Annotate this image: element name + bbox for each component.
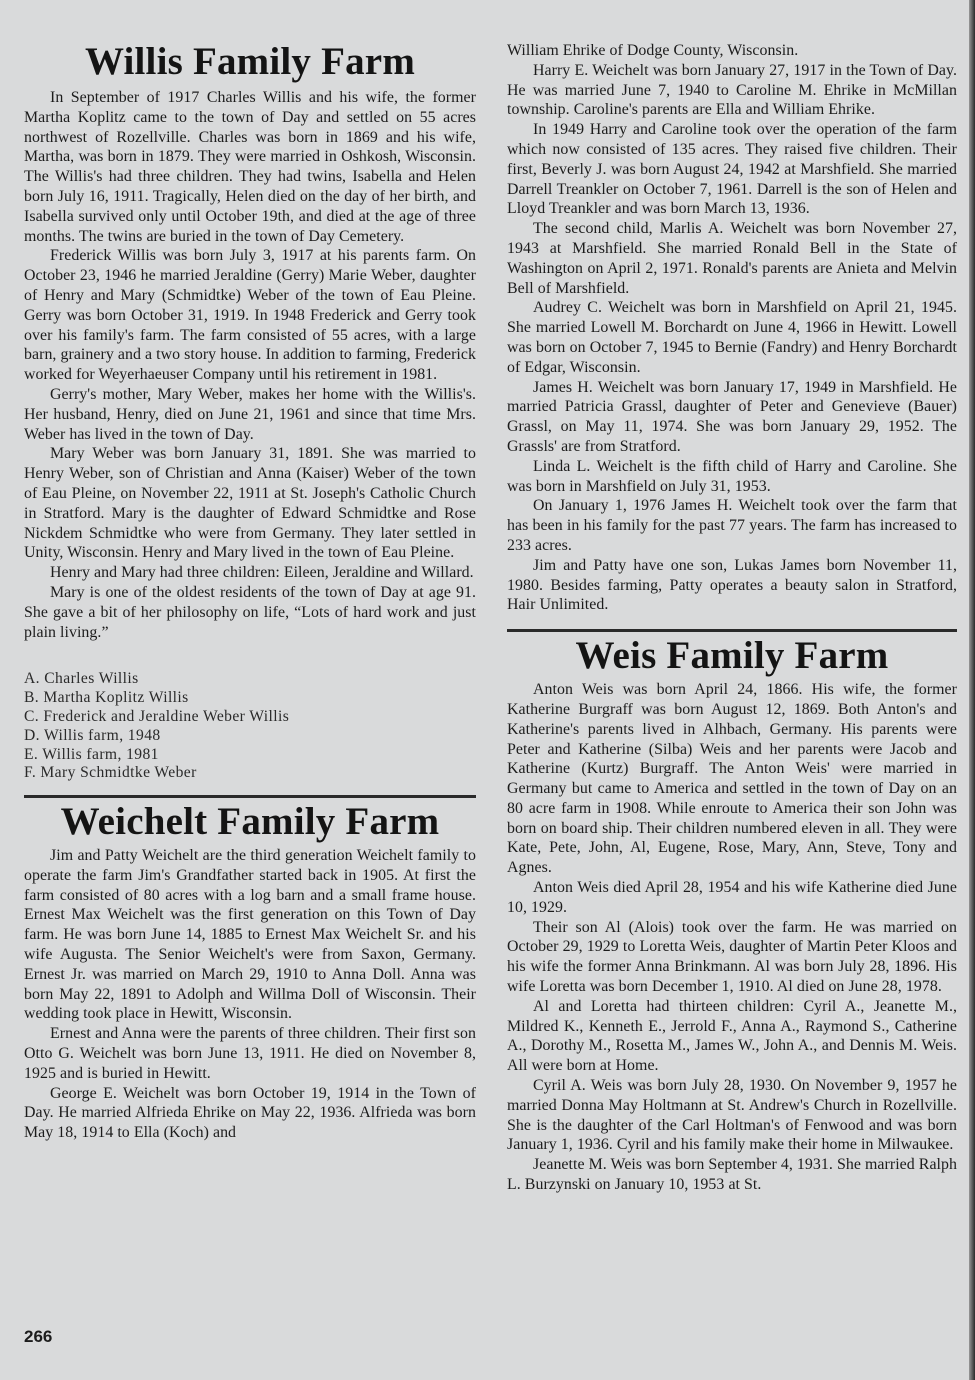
weichelt-paragraph: The second child, Marlis A. Weichelt was born November 27, 1943 at Marshfield. She married Ronald Bell in the State of Washington on April 2, 1971. Ronald's parents are Anieta and Melvin Bell of Marshfield. <box>507 220 957 297</box>
weichelt-title: Weichelt Family Farm <box>60 800 440 844</box>
weichelt-paragraph: On January 1, 1976 James H. Weichelt took over the farm that has been in his family for the past 77 years. The farm has increased to 233 acres. <box>507 497 957 554</box>
left-column <box>24 0 476 1143</box>
weis-paragraph: Anton Weis was born April 24, 1866. His wife, the former Katherine Burgraff was born August 12, 1869. Both Anton's and Katherine's parents lived in Alhbach, Germany. His parents were Peter and Katherine (Silba) Weis and her parents were Jacob and Katherine (Kurtz) Burgraff. The Anton Weis' were married in Germany but came to America and settled in the town of Day on an 80 acre farm in 1908. While enroute to America their son John was born on board ship. Their children numbered eleven in all. They were Kate, Pete, John, Al, Eugene, Rose, Mary, Ann, Steve, Tony and Agnes. <box>507 681 957 877</box>
weichelt-paragraph: Audrey C. Weichelt was born in Marshfield on April 21, 1945. She married Lowell M. Borchardt on June 4, 1966 in Hewitt. Lowell was born on October 7, 1945 to Bernie (Fandry) and Henry Borchardt of Edgar, Wisconsin. <box>507 299 957 376</box>
caption-item: A. Charles Willis <box>24 670 139 688</box>
weis-paragraph: Anton Weis died April 28, 1954 and his wife Katherine died June 10, 1929. <box>507 879 957 916</box>
weis-paragraph: Al and Loretta had thirteen children: Cyril A., Jeanette M., Mildred K., Kenneth E., Jerrold F., Anna A., Raymond S., Catherine A., Dorothy M., Rosetta M., James W., John A., and Dennis M. Weis. All were born at Home. <box>507 997 957 1075</box>
weichelt-paragraph: Linda L. Weichelt is the fifth child of Harry and Caroline. She was born in Marshfield on July 31, 1953. <box>507 457 957 495</box>
weichelt-paragraph: James H. Weichelt was born January 17, 1949 in Marshfield. He married Patricia Grassl, daughter of Peter and Genevieve (Bauer) Grassl, on May 11, 1974. She was born January 29, 1952. The Grassls' are from Stratford. <box>507 378 957 455</box>
caption-item: F. Mary Schmidtke Weber <box>24 764 197 782</box>
weis-paragraph: Cyril A. Weis was born July 28, 1930. On November 9, 1957 he married Donna May Holtmann at St. Andrew's Church in Rozellville. She is the daughter of the Carl Holtman's of Fenwood and was born January 1, 1936. Cyril and his family make their home in Milwaukee. <box>507 1077 957 1154</box>
weichelt-paragraph: Jim and Patty Weichelt are the third generation Weichelt family to operate the farm Jim's Grandfather started back in 1905. At first the farm consisted of 80 acres with a log barn and a small frame house. Ernest Max Weichelt was the first generation on this Town of Day farm. He was born June 14, 1885 to Ernest Max Weichelt Sr. and his wife Augusta. The Senior Weichelt's were from Saxon, Germany. Ernest Jr. was married on March 29, 1910 to Anna Doll. Anna was born May 22, 1891 to Adolph and Willma Doll of Wisconsin. Their wedding took place in Hewitt, Wisconsin. <box>24 847 476 1023</box>
willis-paragraph: Mary is one of the oldest residents of the town of Day at age 91. She gave a bit of her philosophy on life, “Lots of hard work and just plain living.” <box>24 583 476 641</box>
weichelt-paragraph: Harry E. Weichelt was born January 27, 1917 in the Town of Day. He was married June 7, 1940 to Caroline M. Ehrike in McMillan township. Caroline's parents are Ella and William Ehrike. <box>507 61 957 119</box>
willis-paragraph: Henry and Mary had three children: Eileen, Jeraldine and Willard. <box>50 564 474 582</box>
weis-paragraph: Their son Al (Alois) took over the farm. He was married on October 29, 1929 to Loretta Weis, daughter of Martin Peter Kloos and his wife the former Anna Brinkmann. Al was born July 28, 1896. His wife Loretta was born December 1, 1910. Al died on June 28, 1978. <box>507 918 957 996</box>
weichelt-paragraph: In 1949 Harry and Caroline took over the operation of the farm which now consisted of 135 acres. They raised five children. Their first, Beverly J. was born August 24, 1942 at Marshfield. She married Darrell Treankler on October 7, 1961. Darrell is the son of Helen and Lloyd Treankler and was born March 13, 1936. <box>507 121 957 218</box>
weis-title: Weis Family Farm <box>575 634 889 678</box>
caption-item: E. Willis farm, 1981 <box>24 745 159 763</box>
caption-item: C. Frederick and Jeraldine Weber Willis <box>24 707 290 725</box>
weichelt-paragraph: George E. Weichelt was born October 19, 1914 in the Town of Day. He married Alfrieda Ehrike on May 22, 1936. Alfrieda was born May 18, 1914 to Ella (Koch) and <box>24 1084 476 1142</box>
page-number: 266 <box>24 1327 53 1346</box>
weichelt-paragraph: Ernest and Anna were the parents of three children. Their first son Otto G. Weichelt was born June 13, 1911. He died on November 8, 1925 and is buried in Hewitt. <box>24 1025 476 1082</box>
caption-item: D. Willis farm, 1948 <box>24 726 161 744</box>
weichelt-paragraph: Jim and Patty have one son, Lukas James born November 11, 1980. Besides farming, Patty operates a beauty salon in Stratford, Hair Unlimited. <box>507 556 957 614</box>
weichelt-paragraph: William Ehrike of Dodge County, Wisconsin. <box>507 42 799 59</box>
weis-paragraph: Jeanette M. Weis was born September 4, 1931. She married Ralph L. Burzynski on January 10, 1953 at St. <box>507 1156 957 1194</box>
willis-paragraph: In September of 1917 Charles Willis and his wife, the former Martha Koplitz came to the town of Day and settled on 55 acres northwest of Rozellville. Charles was born in 1869 and his wife, Martha, was born in 1879. They were married in Oshkosh, Wisconsin. The Willis's had three children. They had twins, Isabella and Helen born July 16, 1911. Tragically, Helen died on the day of her birth, and Isabella survived only until October 19th, and died at the age of three months. The twins are buried in the town of Day Cemetery. <box>24 89 476 245</box>
willis-paragraph: Gerry's mother, Mary Weber, makes her home with the Willis's. Her husband, Henry, died on June 21, 1961 and since that time Mrs. Weber has lived in the town of Day. <box>24 385 476 443</box>
right-column <box>507 0 957 1195</box>
willis-paragraph: Mary Weber was born January 31, 1891. She was married to Henry Weber, son of Christian and Anna (Kaiser) Weber of the town of Eau Pleine, on November 22, 1911 at St. Joseph's Catholic Church in Stratford. Mary is the daughter of Edward Schmidtke and Rose Nickdem Schmidtke who were from Germany. They later settled in Unity, Wisconsin. Henry and Mary lived in the town of Eau Pleine. <box>24 445 476 562</box>
page-spine-edge <box>969 0 975 1380</box>
willis-title: Willis Family Farm <box>84 40 415 83</box>
caption-item: B. Martha Koplitz Willis <box>24 689 189 707</box>
willis-paragraph: Frederick Willis was born July 3, 1917 at his parents farm. On October 23, 1946 he married Jeraldine (Gerry) Marie Weber, daughter of Henry and Mary (Schmidtke) Weber of the town of Eau Pleine. Gerry was born October 31, 1919. In 1948 Frederick and Gerry took over his family's farm. The farm consisted of 55 acres, with a large barn, grainery and a two story house. In addition to farming, Frederick worked for Weyerhaeuser Company until his retirement in 1981. <box>24 247 476 384</box>
willis-photo-captions <box>24 670 476 783</box>
